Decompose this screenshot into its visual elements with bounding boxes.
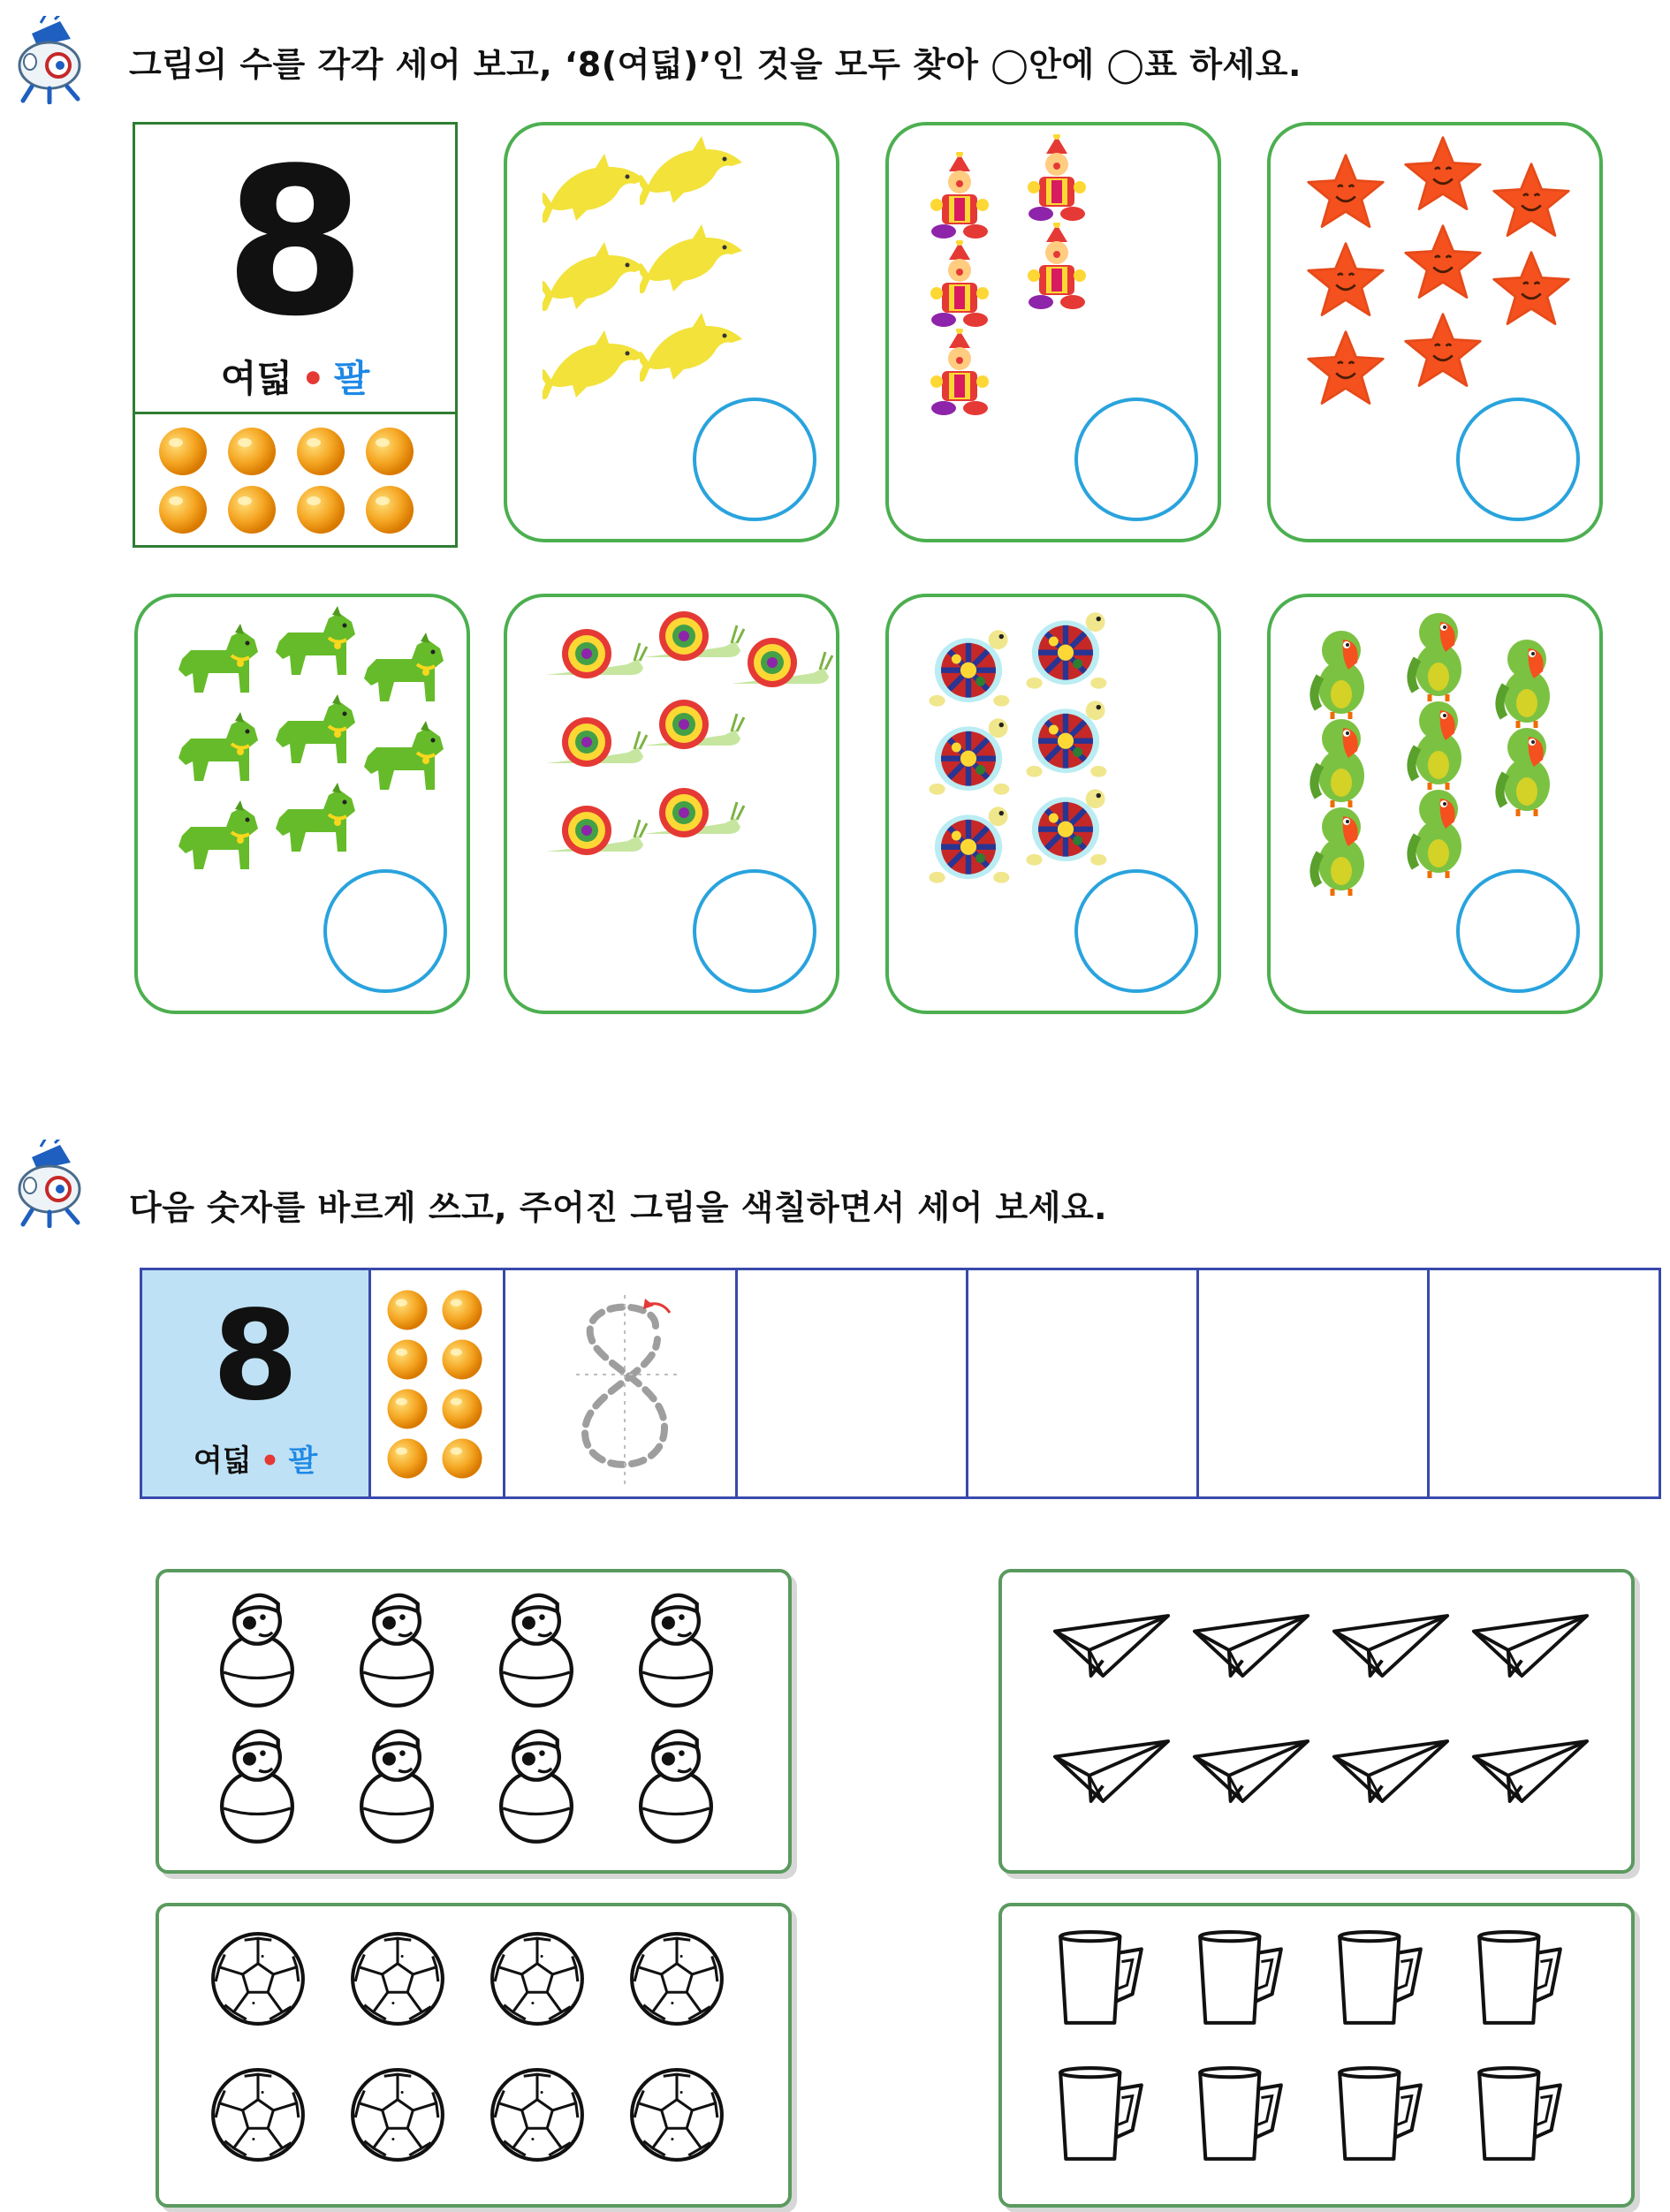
- parrot-icon: [1492, 633, 1562, 730]
- intro-word: [135, 350, 455, 403]
- clown-icon: [1021, 134, 1092, 223]
- dog-icon: [270, 783, 359, 862]
- dolphin-icon: [543, 329, 649, 399]
- counter-dot: [363, 425, 416, 478]
- model-word-sino: 팔: [288, 1443, 318, 1479]
- counter-dot: [440, 1436, 484, 1481]
- dog-icon: [270, 694, 359, 774]
- model-word: [142, 1436, 368, 1480]
- dog-icon: [173, 800, 262, 880]
- dolphin-icon: [543, 152, 649, 223]
- turtle-icon: [1021, 606, 1110, 694]
- model-cell: [142, 1270, 371, 1496]
- clown-icon: [924, 152, 995, 240]
- dolphin-icon: [640, 223, 746, 293]
- cup-icon: [1191, 2065, 1290, 2164]
- dog-icon: [173, 712, 262, 792]
- counter-dot: [385, 1337, 429, 1382]
- card-dolphins: [504, 122, 839, 542]
- soccer-ball-icon: [209, 2065, 307, 2164]
- card-stars: [1267, 122, 1603, 542]
- answer-circle[interactable]: [1074, 869, 1198, 993]
- counter-dot: [385, 1436, 429, 1481]
- star-icon: [1403, 134, 1483, 214]
- cup-icon: [1191, 1929, 1290, 2028]
- trace-cell[interactable]: [505, 1270, 738, 1496]
- snowman-icon: [488, 1721, 585, 1845]
- dog-icon: [173, 624, 262, 703]
- paper-plane-icon: [1191, 1737, 1311, 1807]
- cup-icon: [1331, 2065, 1430, 2164]
- writing-grid: [140, 1268, 1661, 1499]
- soccer-ball-icon: [488, 2065, 587, 2164]
- cup-icon: [1331, 1929, 1430, 2028]
- snowman-icon: [348, 1585, 445, 1708]
- star-icon: [1306, 240, 1385, 320]
- star-icon: [1403, 223, 1483, 302]
- answer-circle[interactable]: [323, 869, 447, 993]
- intro-card-eight: [133, 122, 458, 548]
- clown-icon: [924, 240, 995, 329]
- counter-dot: [225, 425, 278, 478]
- star-icon: [1306, 329, 1385, 408]
- counter-dot: [363, 483, 416, 536]
- mascot-icon: [5, 1140, 94, 1228]
- turtle-icon: [924, 624, 1013, 712]
- model-digit: 8: [212, 1284, 299, 1428]
- paper-plane-icon: [1470, 1737, 1590, 1807]
- panel-snowmen[interactable]: [156, 1569, 792, 1874]
- soccer-ball-icon: [348, 2065, 447, 2164]
- dolphin-icon: [543, 240, 649, 311]
- parrot-icon: [1306, 800, 1377, 898]
- snowman-icon: [627, 1585, 725, 1708]
- mascot-icon: [5, 16, 94, 104]
- turtle-icon: [1021, 694, 1110, 783]
- answer-circle[interactable]: [1074, 398, 1198, 521]
- cup-icon: [1470, 2065, 1569, 2164]
- dolphin-icon: [640, 134, 746, 205]
- parrot-icon: [1403, 783, 1474, 880]
- write-cell-1[interactable]: [738, 1270, 968, 1496]
- paper-plane-icon: [1331, 1611, 1451, 1682]
- snail-icon: [543, 624, 649, 686]
- star-icon: [1492, 161, 1571, 240]
- intro-word-native: 여덟: [220, 357, 292, 400]
- parrot-icon: [1306, 712, 1377, 809]
- snail-icon: [640, 694, 746, 756]
- section2-instruction: 다음 숫자를 바르게 쓰고, 주어진 그림을 색칠하면서 세어 보세요.: [129, 1188, 1108, 1227]
- soccer-ball-icon: [488, 1929, 587, 2028]
- model-word-dot: •: [260, 1443, 280, 1479]
- answer-circle[interactable]: [693, 869, 816, 993]
- snail-icon: [640, 783, 746, 845]
- snail-icon: [543, 712, 649, 774]
- card-parrots: [1267, 594, 1603, 1014]
- intro-word-sino: 팔: [333, 357, 370, 400]
- parrot-icon: [1403, 694, 1474, 792]
- snowman-icon: [348, 1721, 445, 1845]
- cup-icon: [1470, 1929, 1569, 2028]
- star-icon: [1306, 152, 1385, 231]
- section1-instruction: 그림의 수를 각각 세어 보고, ‘8(여덟)’인 것을 모두 찾아 ◯안에 ◯표 하세요.: [129, 45, 1302, 84]
- answer-circle[interactable]: [1456, 398, 1580, 521]
- counter-dot: [294, 425, 347, 478]
- dolphin-icon: [640, 311, 746, 382]
- clown-icon: [924, 329, 995, 417]
- paper-plane-icon: [1051, 1611, 1172, 1682]
- trace-eight-guide: [558, 1286, 691, 1489]
- counter-dot: [294, 483, 347, 536]
- turtle-icon: [924, 800, 1013, 889]
- panel-soccer-balls[interactable]: [156, 1903, 792, 2208]
- write-cell-2[interactable]: [968, 1270, 1199, 1496]
- panel-paper-planes[interactable]: [998, 1569, 1635, 1874]
- soccer-ball-icon: [209, 1929, 307, 2028]
- dog-icon: [270, 606, 359, 686]
- soccer-ball-icon: [627, 1929, 726, 2028]
- turtle-icon: [1021, 783, 1110, 871]
- dog-icon: [359, 633, 447, 712]
- counter-dot: [440, 1288, 484, 1332]
- write-cell-3[interactable]: [1199, 1270, 1430, 1496]
- paper-plane-icon: [1470, 1611, 1590, 1682]
- counter-dot: [156, 483, 209, 536]
- card-snails: [504, 594, 839, 1014]
- star-icon: [1403, 311, 1483, 390]
- snail-icon: [728, 633, 834, 694]
- model-word-native: 여덟: [193, 1443, 252, 1479]
- counter-dot: [156, 425, 209, 478]
- clown-icon: [1021, 223, 1092, 311]
- counter-dot: [225, 483, 278, 536]
- parrot-icon: [1306, 624, 1377, 721]
- card-clowns: [885, 122, 1221, 542]
- star-icon: [1492, 249, 1571, 329]
- soccer-ball-icon: [627, 2065, 726, 2164]
- panel-cups[interactable]: [998, 1903, 1635, 2208]
- parrot-icon: [1403, 606, 1474, 703]
- soccer-ball-icon: [348, 1929, 447, 2028]
- paper-plane-icon: [1331, 1737, 1451, 1807]
- answer-circle[interactable]: [693, 398, 816, 521]
- card-turtles: [885, 594, 1221, 1014]
- counter-dot: [385, 1288, 429, 1332]
- intro-word-dot: •: [300, 357, 325, 400]
- card-dogs: [134, 594, 470, 1014]
- snail-icon: [543, 800, 649, 862]
- intro-digit: 8: [224, 125, 367, 361]
- cup-icon: [1051, 1929, 1150, 2028]
- model-counters: [385, 1288, 491, 1491]
- counter-dot: [440, 1387, 484, 1431]
- cup-icon: [1051, 2065, 1150, 2164]
- paper-plane-icon: [1051, 1737, 1172, 1807]
- write-cell-4[interactable]: [1430, 1270, 1659, 1496]
- counter-dot: [440, 1337, 484, 1382]
- snowman-icon: [209, 1721, 306, 1845]
- snowman-icon: [627, 1721, 725, 1845]
- intro-counters: [156, 425, 439, 540]
- parrot-icon: [1492, 721, 1562, 818]
- turtle-icon: [924, 712, 1013, 800]
- answer-circle[interactable]: [1456, 869, 1580, 993]
- snowman-icon: [209, 1585, 306, 1708]
- intro-card-top: [135, 125, 455, 414]
- snowman-icon: [488, 1585, 585, 1708]
- counter-dot: [385, 1387, 429, 1431]
- paper-plane-icon: [1191, 1611, 1311, 1682]
- dog-icon: [359, 721, 447, 800]
- model-counters-cell: [371, 1270, 505, 1496]
